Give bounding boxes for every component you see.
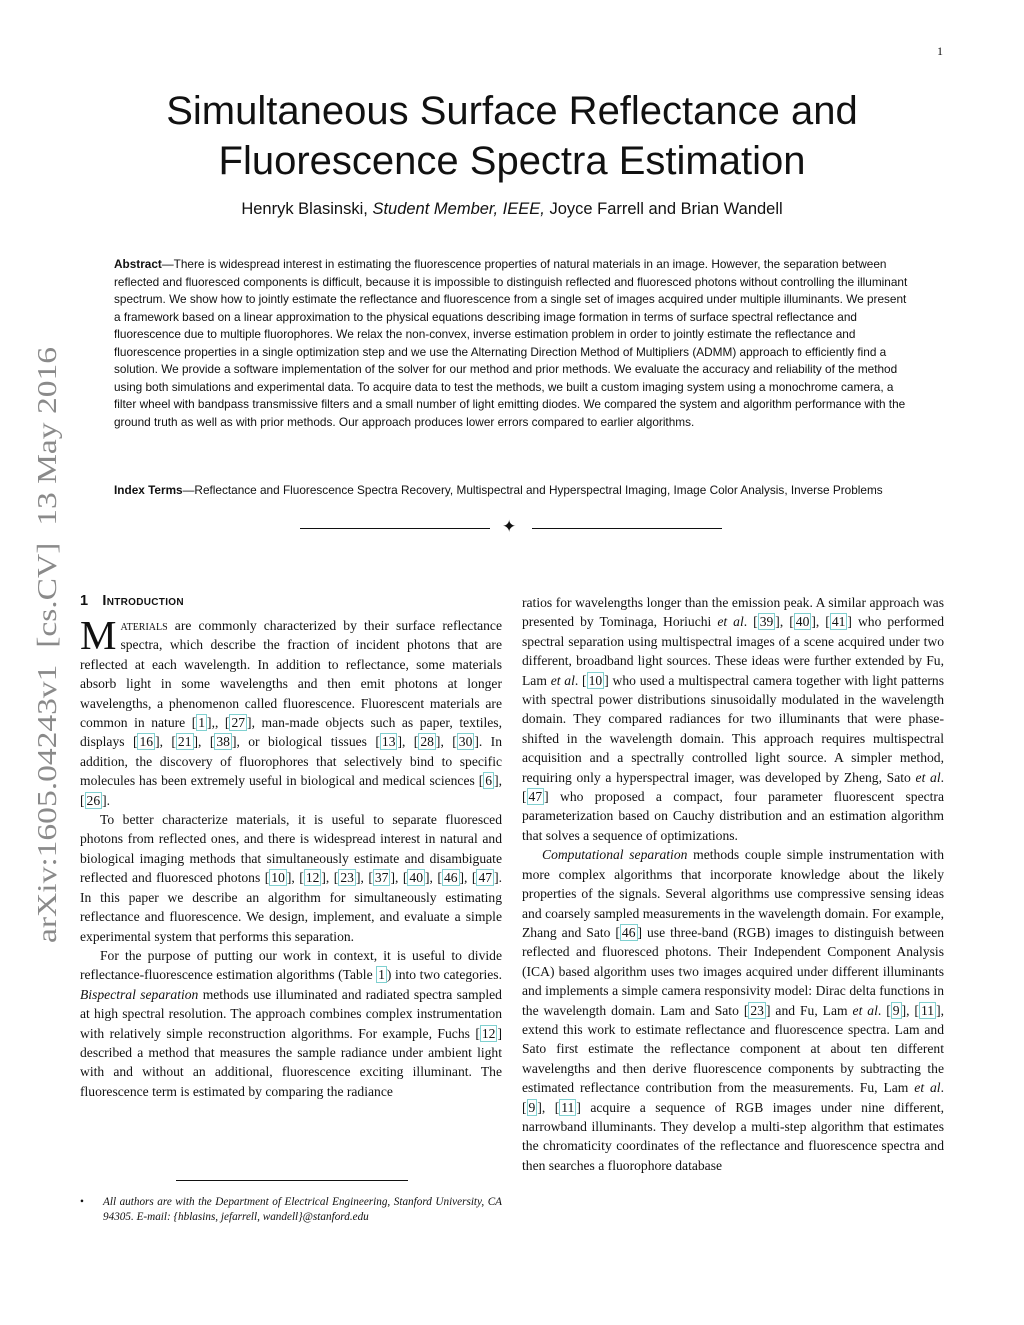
title-line-1: Simultaneous Surface Reflectance and — [166, 89, 858, 133]
section-heading — [80, 592, 502, 612]
citation-link[interactable]: 30 — [458, 734, 473, 750]
abstract-label: Abstract — [114, 257, 162, 271]
citation-link[interactable]: 46 — [621, 924, 636, 940]
citation-link[interactable]: 12 — [481, 1025, 496, 1041]
drop-cap: M — [80, 612, 117, 658]
index-terms — [114, 482, 914, 500]
separator-rule-right — [532, 528, 722, 529]
footnote-text: All authors are with the Department of Electrical Engineering, Stanford University, CA 94305. E-mail: {hblasins, jefarrell, wandell}@stanford.edu — [103, 1196, 502, 1224]
separator-diamond-icon: ✦ — [502, 517, 517, 537]
right-column — [522, 593, 944, 1175]
footnote-rule — [176, 1180, 408, 1181]
paragraph: ratios for wavelengths longer than the emission peak. A similar approach was presented by Tominaga, Horiuchi et al. [ 39 ], [ 40 ], [ 41 ] who performed spectral separation using multispectral images of a scene acquired under two different, broadband light sources. These ideas were further extended by Fu, Lam et al. [ 10 ] who used a multispectral camera together with light patterns with spectral power distributions sinusoidally modulated in the wavelength domain. They compared radiances for two illuminants that were phase-shifted in the wavelength domain. This approach requires multispectral acquisition and a spectrally controlled light source. A simpler method, requiring only a hyperspectral imager, was developed by Zheng, Sato et al. [ 47 ] who proposed a compact, four parameter fluorescent spectra parameterization based on Cauchy distribution and an estimation algorithm that solves a sequence of optimizations. — [522, 595, 944, 843]
citation-link[interactable]: 11 — [920, 1002, 935, 1018]
citation-link[interactable]: 16 — [139, 734, 154, 750]
table-link[interactable]: 1 — [378, 967, 385, 983]
citation-link[interactable]: 46 — [443, 870, 458, 886]
section-separator — [300, 518, 724, 538]
citation-link[interactable]: 21 — [177, 734, 192, 750]
citation-link[interactable]: 10 — [588, 672, 603, 688]
citation-link[interactable]: 47 — [478, 870, 493, 886]
title-line-2: Fluorescence Spectra Estimation — [218, 139, 806, 183]
abstract-text: —There is widespread interest in estimating the fluorescence properties of natural materials in an image. However, the separation between reflected and fluoresced components is difficult, because it is impossible to distinguish reflected and fluoresced photons without controlling the illuminant spectrum. We show how to jointly estimate the reflectance and fluorescence from a single set of images acquired under multiple illuminants. We present a framework based on a linear approximation to the physical equations describing image formation in terms of surface spectral reflectance and fluorescence due to multiple fluorophores. We relax the non-convex, inverse estimation problem in order to jointly estimate the reflectance and fluorescence properties in a single optimization step and we use the Alternating Direction Method of Multipliers (ADMM) approach to efficiently find a solution. We provide a software implementation of the solver for our method and prior methods. We evaluate the accuracy and reliability of the method using both simulations and experimental data. To acquire data to test the methods, we built a custom imaging system using a monochrome camera, a filter wheel with bandpass transmissive filters and a small number of light emitting diodes. We compared the system and algorithm performance with the ground truth as well as with prior methods. Our approach produces lower errors compared to earlier algorithms. — [114, 257, 908, 429]
abstract — [114, 256, 914, 431]
index-terms-text: —Reflectance and Fluorescence Spectra Recovery, Multispectral and Hyperspectral Imaging, Image Color Analysis, Inverse Problems — [182, 483, 883, 497]
separator-rule-left — [300, 528, 490, 529]
section-title: Introduction — [102, 593, 184, 609]
paragraph: To better characterize materials, it is useful to separate fluoresced photons from reflected ones, and there is widespread interest in natural and biological imaging methods that simultaneously estimate and disambiguate reflected and fluoresced photons [ 10 ], [ 12 ], [ 23 ], [ 37 ], [ 40 ], [ 46 ], [ 47 ]. In this paper we describe an algorithm for simultaneously estimating reflectance and fluorescence. We design, implement, and evaluate a simple experimental system that performs this separation. — [80, 812, 502, 944]
citation-link[interactable]: 12 — [305, 870, 320, 886]
author-1-membership: Student Member, IEEE, — [372, 200, 545, 218]
emphasis: Computational separation — [542, 847, 688, 863]
left-column — [80, 592, 502, 1101]
citation-link[interactable]: 6 — [485, 773, 493, 789]
citation-link[interactable]: 39 — [759, 614, 774, 630]
citation-link[interactable]: 28 — [420, 734, 434, 750]
citation-link[interactable]: 26 — [86, 792, 101, 808]
arxiv-identifier-text: arXiv:1605.04243v1 [cs.CV] 13 May 2016 — [32, 463, 62, 943]
page-number: 1 — [937, 44, 943, 58]
citation-link[interactable]: 11 — [561, 1099, 575, 1115]
citation-link[interactable]: 41 — [831, 614, 846, 630]
citation-link[interactable]: 38 — [216, 734, 230, 750]
affiliation-footnote — [80, 1195, 502, 1226]
citation-link[interactable]: 9 — [528, 1099, 536, 1115]
citation-link[interactable]: 27 — [231, 715, 246, 731]
citation-link[interactable]: 10 — [271, 870, 285, 886]
emphasis: Bispectral separation — [80, 986, 199, 1002]
author-list — [100, 200, 924, 219]
paragraph: For the purpose of putting our work in context, it is useful to divide reflectance-fluorescence estimation algorithms (Table 1 ) into two categories. Bispectral separation methods use illuminated and radiated spectra sampled at high spectral resolution. The approach combines complex instrumentation with relatively simple reconstruction algorithms. For example, Fuchs [ 12 ] described a method that measures the sample radiance under ambient light with and without an additional, fluorescence exciting illuminant. The fluorescence term is estimated by comparing the radiance — [80, 947, 502, 1099]
paragraph: Materials are commonly characterized by their surface reflectance spectra, which describe the fraction of incident photons that are reflected at each wavelength. In addition to reflectance, some materials absorb light in some wavelengths and then emit photons at longer wavelengths, a phenomenon called fluorescence. Fluorescent materials are common in nature [ 1 ],, [ 27 ], man-made objects such as paper, textiles, displays [ 16 ], [ 21 ], [ 38 ], or biological tissues [ 13 ], [ 28 ], [ 30 ]. In addition, the discovery of fluorophores that selectively bind to specific molecules has been extremely useful in biological and medical sciences [ 6 ], [ 26 ]. — [80, 612, 502, 808]
citation-link[interactable]: 47 — [528, 789, 543, 805]
citation-link[interactable]: 9 — [892, 1002, 900, 1018]
citation-link[interactable]: 40 — [795, 614, 810, 630]
arxiv-identifier-stamp — [32, 345, 62, 945]
citation-link[interactable]: 40 — [409, 870, 423, 886]
citation-link[interactable]: 37 — [374, 870, 389, 886]
paragraph: Computational separation methods couple simple instrumentation with more complex algorithms that incorporate knowledge about the likely properties of the signals. Several algorithms use compressive sensing ideas and coarsely sampled measurements in the wavelength domain. For example, Zhang and Sato [ 46 ] use three-band (RGB) images to distinguish between reflected and fluoresced photons. Their Independent Component Analysis (ICA) based algorithm uses two images acquired under different illuminants and implements a simple camera responsivity model: Dirac delta functions in the wavelength domain. Lam and Sato [ 23 ] and Fu, Lam et al. [ 9 ], [ 11 ], extend this work to estimate reflectance and fluorescence spectra. Lam and Sato first estimate the reflectance component at about ten different wavelengths and then derive fluorescence components by subtracting the estimated reflectance contribution from the measurements. Fu, Lam et al. [ 9 ], [ 11 ] acquire a sequence of RGB images under nine different, narrowband illuminants. They develop a multi-step algorithm that estimates the chromaticity coordinates of the reflectance and fluorescence spectra and then searches a fluorophore database — [522, 847, 944, 1173]
citation-link[interactable]: 1 — [198, 715, 206, 731]
paper-title — [100, 86, 924, 186]
citation-link[interactable]: 23 — [340, 870, 354, 886]
lead-in-text: aterials — [120, 618, 168, 633]
section-number: 1 — [80, 593, 89, 609]
citation-link[interactable]: 23 — [750, 1002, 764, 1018]
footnote-bullet: • — [80, 1196, 84, 1208]
author-1: Henryk Blasinski, — [241, 200, 373, 218]
citation-link[interactable]: 13 — [381, 734, 396, 750]
index-terms-label: Index Terms — [114, 483, 183, 497]
co-authors: Joyce Farrell and Brian Wandell — [544, 200, 783, 218]
